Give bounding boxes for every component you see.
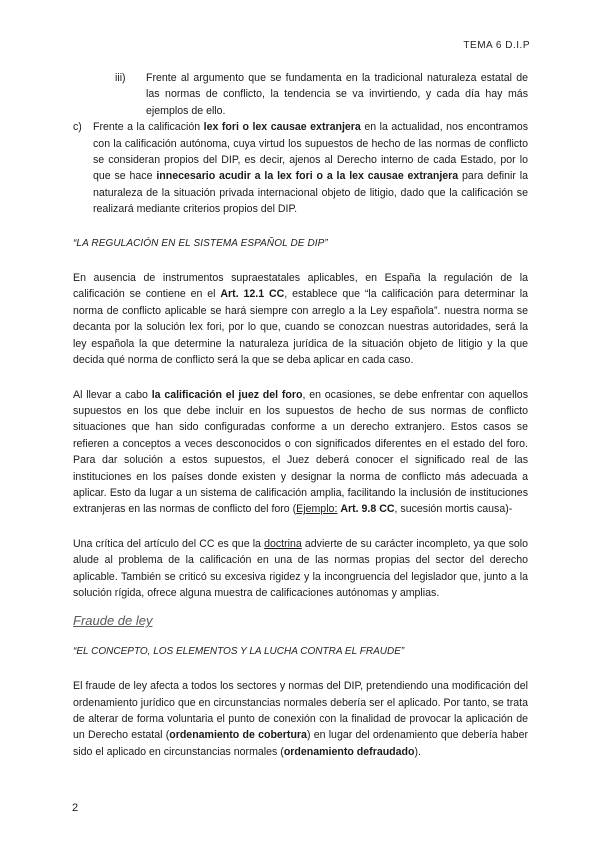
text-run: , sucesión mortis causa)- <box>394 503 513 516</box>
paragraph <box>73 678 528 760</box>
section-heading: Fraude de ley <box>73 613 153 629</box>
bold-text: Art. 12.1 CC <box>220 288 285 301</box>
text-run: para definir la naturaleza de la situación privada internacional objeto de litigio, dado que la calificación se realizará mediante criterios propios del DIP. <box>93 170 529 216</box>
underlined-text: Ejemplo: <box>296 503 338 516</box>
list-item-text <box>93 119 528 217</box>
page-number: 2 <box>72 802 79 814</box>
text-run: advierte de su carácter incompleto, ya que solo alude al problema de la calificación en una de las normas propias del sector del derecho aplicable. También se criticó su excesiva rigidez y la incongruencia del legislador que, junto a la solución rígida, ofrece alguna muestra de calificaciones autónomas y amplias. <box>73 537 528 599</box>
text-run: , establece que “la calificación para determinar la norma de conflicto aplicable se hará siempre con arreglo a la Ley española”. nuestra norma se decanta por la solución lex fori, por lo que, cuando se conozcan nuestras autoridades, será la ley española la que determine la naturaleza jurídica de la situación objeto de litigio y la que decida qué norma de conflicto será la que se deba aplicar en cada caso. <box>73 288 528 367</box>
bold-text: lex fori o lex causae extranjera <box>203 121 361 134</box>
bold-text: ordenamiento defraudado <box>283 745 415 758</box>
list-item-text: Frente al argumento que se fundamenta en la tradicional naturaleza estatal de las normas de conflicto, la tendencia se va invirtiendo, y cada día hay más ejemplos de ello. <box>146 72 528 117</box>
paragraph <box>73 270 528 368</box>
bold-text: innecesario acudir a la lex fori o a la lex causae extranjera <box>156 170 459 183</box>
text-run: En ausencia de instrumentos supraestatales aplicables, en España la regulación de la calificación se contiene en el <box>73 272 528 301</box>
list-item-c <box>73 119 528 217</box>
bold-text: Art. 9.8 CC <box>340 503 395 516</box>
text-run: , en ocasiones, se debe enfrentar con aquellos supuestos en los que debe incluir en los supuestos de hecho de sus normas de conflicto situaciones que han sido configuradas conforme a un derecho extranjero. Estos casos se refieren a conceptos a veces desconocidos o con significados diferentes en el estado del foro. Para dar solución a estos supuestos, el Juez deberá conocer el significado real de las instituciones en los países donde existen y designar la norma de conflicto más adecuada a aplicar. Esto da lugar a un sistema de calificación amplia, facilitando la inclusión de instituciones extranjeras en las normas de conflicto del foro ( <box>73 388 528 516</box>
text-run: Al llevar a cabo <box>73 388 152 401</box>
text-run: ). <box>414 745 421 758</box>
document-body <box>73 70 528 760</box>
text-run: Frente a la calificación <box>93 121 204 134</box>
underlined-text: doctrina <box>264 537 302 550</box>
text-run: El fraude de ley afecta a todos los sectores y normas del DIP, pretendiendo una modificación del ordenamiento jurídico que en circunstancias normales debería ser el aplicado. Por tanto, se trata de alterar de forma voluntaria el punto de conexión con la finalidad de provocar la aplicación de un Derecho estatal ( <box>73 680 528 742</box>
list-marker: c) <box>73 121 82 134</box>
text-run: en la actualidad, nos encontramos con la calificación autónoma, cuya virtud los supuestos de hecho de las normas de conflicto se consideran propios del DIP, es decir, ajenos al Derecho interno de cada Estado, por lo que se hace <box>93 121 528 183</box>
paragraph <box>73 387 528 518</box>
text-run: Una crítica del artículo del CC es que la <box>73 537 265 550</box>
list-item-iii <box>73 70 528 119</box>
paragraph <box>73 536 528 602</box>
bold-text: la calificación el juez del foro <box>151 388 303 401</box>
bold-text: ordenamiento de cobertura <box>169 729 307 742</box>
text-run: ) en lugar del ordenamiento que debería haber sido el aplicado en circunstancias normales ( <box>73 729 528 758</box>
section-title: “EL CONCEPTO, LOS ELEMENTOS Y LA LUCHA CONTRA EL FRAUDE” <box>73 645 405 657</box>
list-marker: iii) <box>115 72 126 84</box>
section-title: “LA REGULACIÓN EN EL SISTEMA ESPAÑOL DE DIP” <box>73 237 328 249</box>
page-header: TEMA 6 D.I.P <box>463 40 530 51</box>
